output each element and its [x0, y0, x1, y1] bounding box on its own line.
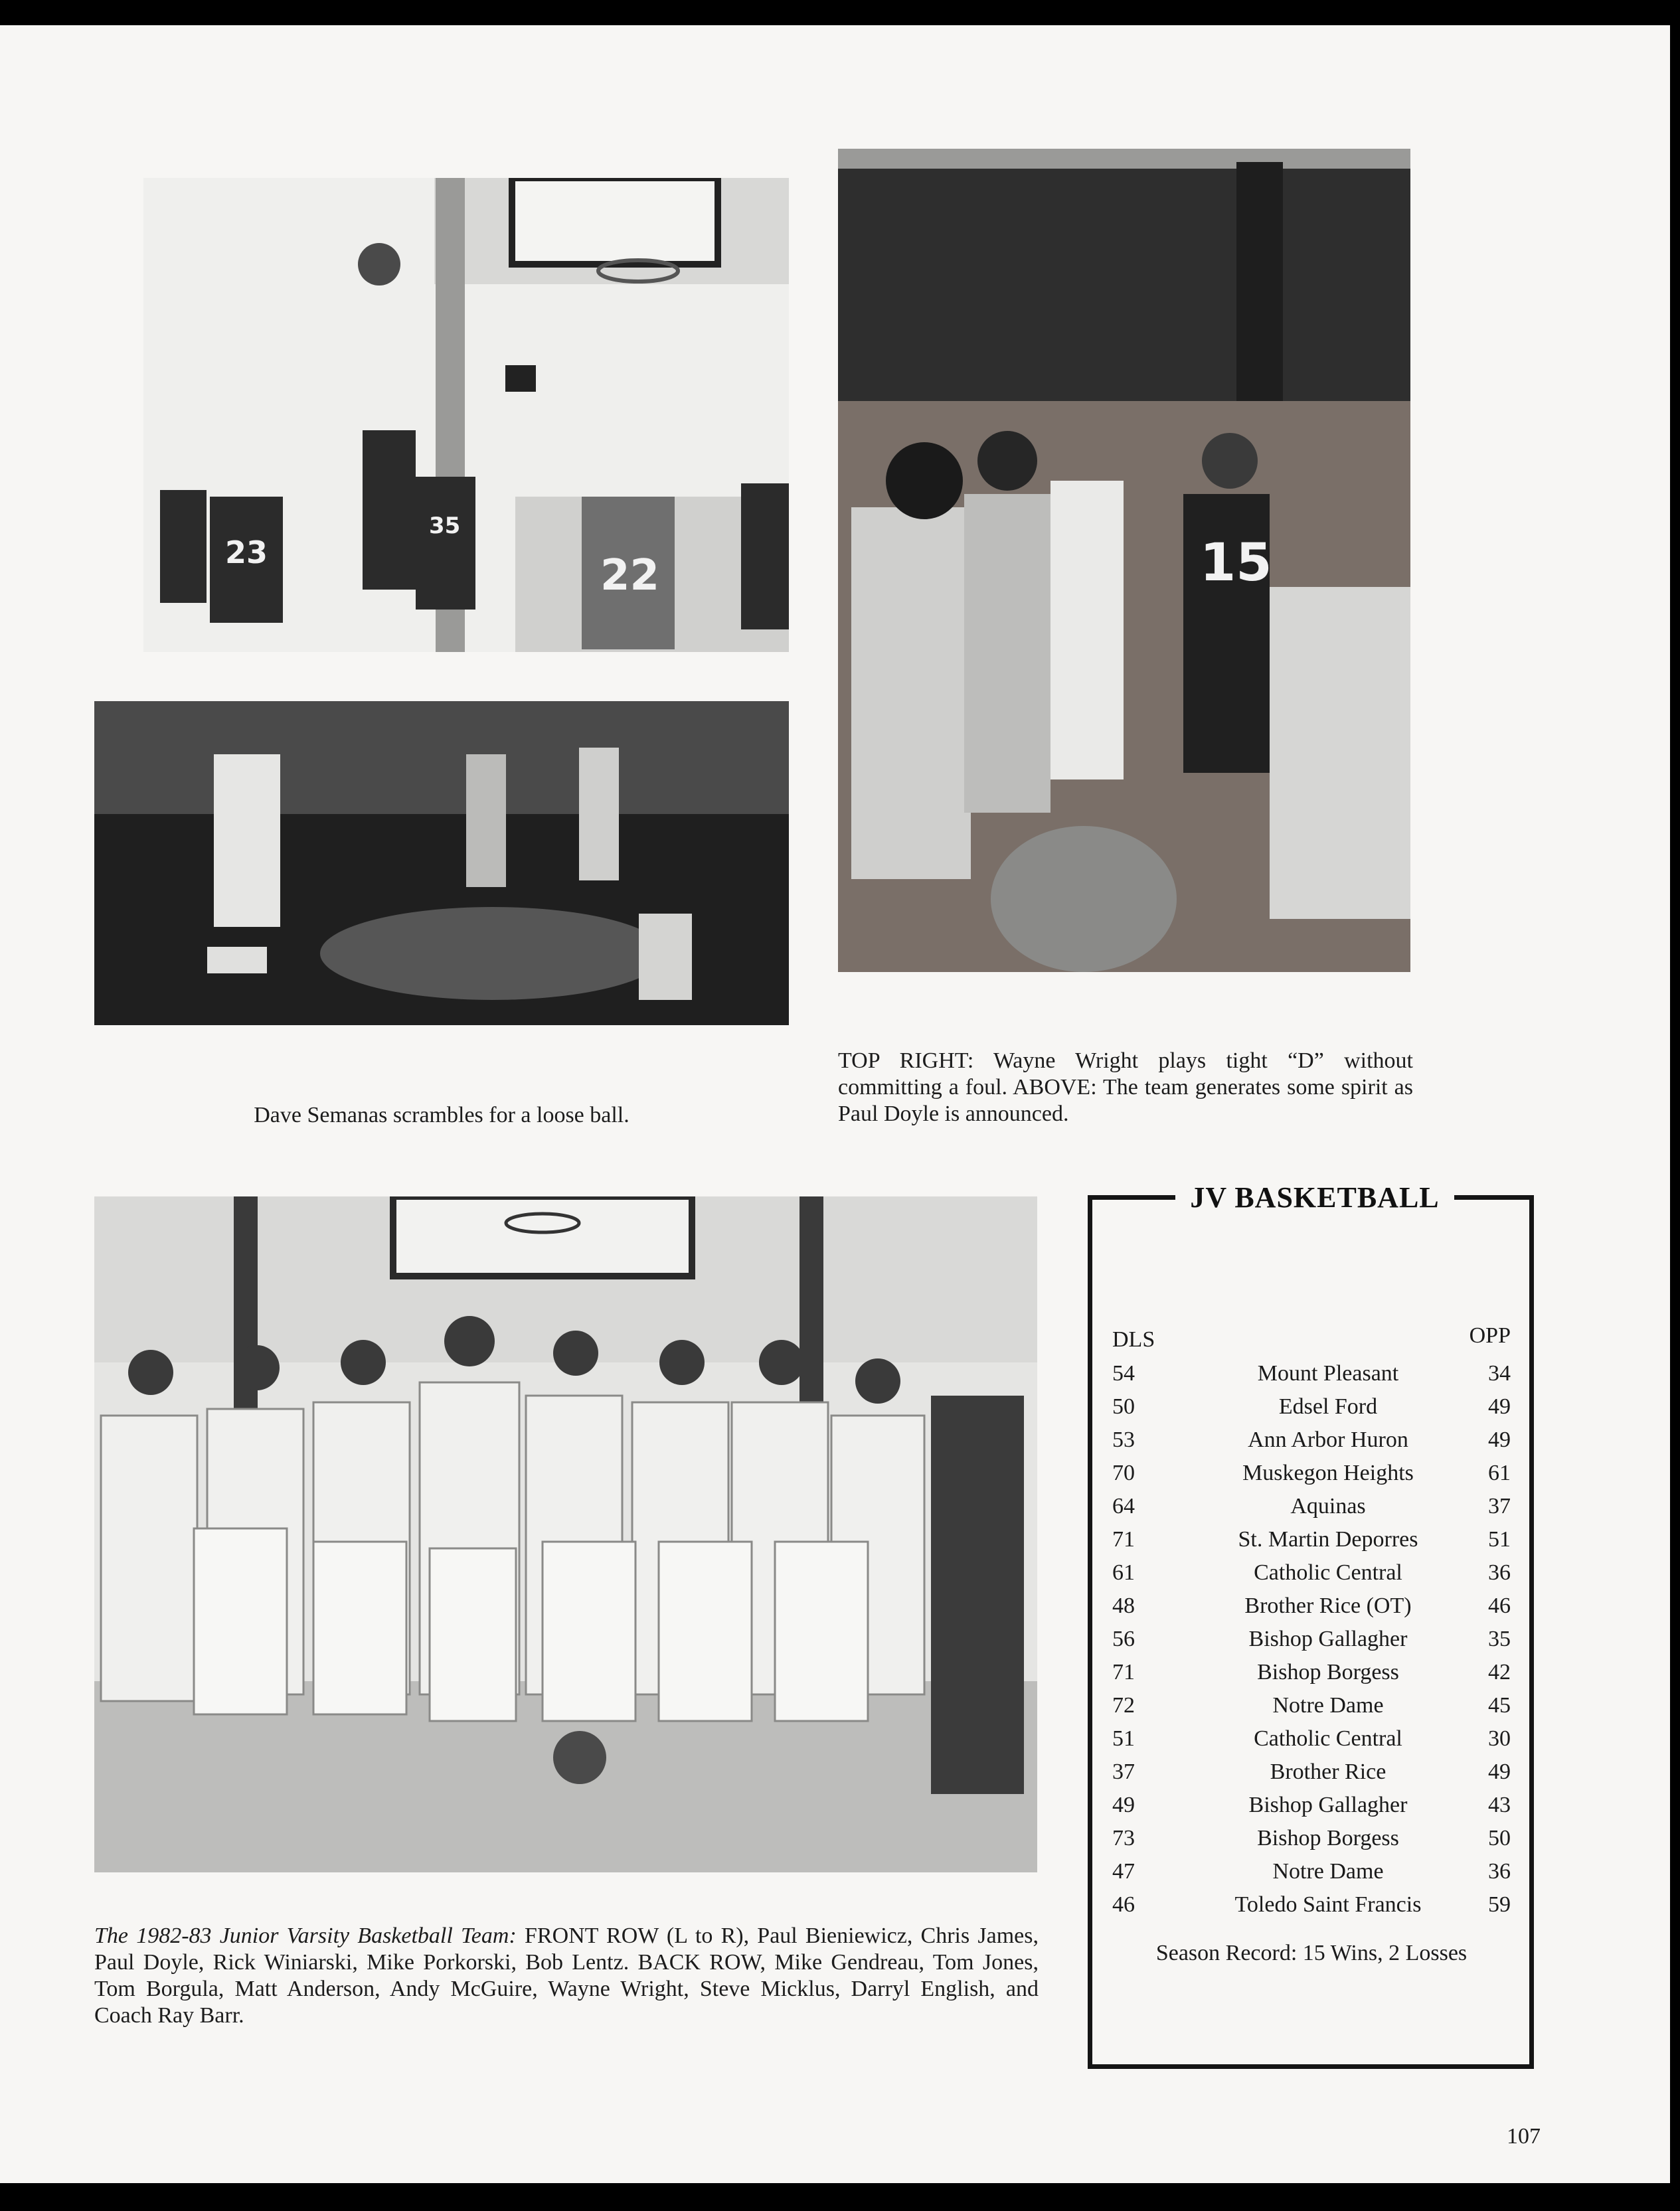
opponent-score: 49	[1488, 1394, 1511, 1419]
dls-score: 54	[1112, 1361, 1135, 1386]
schedule-row	[1112, 1357, 1511, 1390]
caption-team-photo	[94, 1923, 1039, 2029]
opponent-score: 35	[1488, 1627, 1511, 1651]
schedule-row	[1112, 1590, 1511, 1623]
schedule-title: JV BASKETBALL	[1175, 1179, 1454, 1216]
schedule-row	[1112, 1656, 1511, 1689]
caption-team-photo-title: The 1982-83 Junior Varsity Basketball Team:	[94, 1924, 517, 1948]
season-record: Season Record: 15 Wins, 2 Losses	[1155, 1941, 1468, 1965]
opponent-score: 36	[1488, 1560, 1511, 1585]
opponent-name: Notre Dame	[1272, 1859, 1384, 1884]
schedule-row	[1112, 1457, 1511, 1490]
dls-score: 53	[1112, 1428, 1135, 1452]
schedule-row	[1112, 1722, 1511, 1756]
caption-team-photo-text: FRONT ROW (L to R), Paul Bieniewicz, Chris James, Paul Doyle, Rick Winiarski, Mike Porkorski, Bob Lentz. BACK ROW, Mike Gendreau, Tom Jones, Tom Borgula, Matt Anderson, Andy McGuire, Wayne Wright, Steve Micklus, Darryl English, and Coach Ray Barr.	[94, 1924, 1039, 2028]
caption-loose-ball	[94, 1102, 789, 1129]
opponent-score: 36	[1488, 1859, 1511, 1884]
opponent-score: 49	[1488, 1428, 1511, 1452]
dls-score: 71	[1112, 1527, 1135, 1552]
schedule-row	[1112, 1424, 1511, 1457]
opponent-name: Bishop Borgess	[1257, 1660, 1399, 1684]
caption-loose-ball-text: Dave Semanas scrambles for a loose ball.	[254, 1103, 630, 1127]
opponent-name: Toledo Saint Francis	[1234, 1892, 1422, 1917]
opponent-score: 43	[1488, 1793, 1511, 1817]
dls-score: 73	[1112, 1826, 1135, 1850]
photo-jump-shot	[143, 178, 789, 652]
schedule-row	[1112, 1523, 1511, 1556]
opponent-score: 34	[1488, 1361, 1511, 1386]
opponent-name: Bishop Gallagher	[1248, 1627, 1408, 1651]
opponent-name: Muskegon Heights	[1242, 1461, 1414, 1485]
photo-jv-team	[94, 1196, 1037, 1872]
schedule-col-opp: OPP	[1469, 1323, 1511, 1348]
schedule-row	[1112, 1689, 1511, 1722]
photo-team-spirit	[838, 149, 1410, 972]
opponent-score: 46	[1488, 1594, 1511, 1618]
schedule-row	[1112, 1855, 1511, 1888]
opponent-name: Edsel Ford	[1278, 1394, 1378, 1419]
dls-score: 49	[1112, 1793, 1135, 1817]
dls-score: 48	[1112, 1594, 1135, 1618]
schedule-row	[1112, 1623, 1511, 1656]
dls-score: 71	[1112, 1660, 1135, 1684]
opponent-name: Mount Pleasant	[1257, 1361, 1399, 1386]
dls-score: 46	[1112, 1892, 1135, 1917]
schedule-row	[1112, 1822, 1511, 1855]
schedule-row	[1112, 1390, 1511, 1424]
opponent-score: 49	[1488, 1760, 1511, 1784]
dls-score: 70	[1112, 1461, 1135, 1485]
jersey-number-22: 22	[600, 551, 660, 600]
opponent-name: Aquinas	[1290, 1494, 1366, 1518]
dls-score: 50	[1112, 1394, 1135, 1419]
opponent-name: Notre Dame	[1272, 1693, 1384, 1718]
page-number: 107	[1507, 2124, 1541, 2149]
schedule-row	[1112, 1789, 1511, 1822]
opponent-score: 30	[1488, 1726, 1511, 1751]
dls-score: 37	[1112, 1760, 1135, 1784]
schedule-col-dls: DLS	[1112, 1327, 1155, 1352]
opponent-score: 50	[1488, 1826, 1511, 1850]
opponent-score: 37	[1488, 1494, 1511, 1518]
dls-score: 47	[1112, 1859, 1135, 1884]
opponent-score: 45	[1488, 1693, 1511, 1718]
schedule-row	[1112, 1556, 1511, 1590]
opponent-name: Bishop Borgess	[1257, 1826, 1399, 1850]
opponent-name: Brother Rice	[1270, 1760, 1386, 1784]
caption-top-right-text: TOP RIGHT: Wayne Wright plays tight “D” without committing a foul. ABOVE: The team generates some spirit as Paul Doyle is announced.	[838, 1048, 1413, 1126]
jersey-number-15: 15	[1200, 533, 1272, 593]
opponent-name: Brother Rice (OT)	[1244, 1594, 1412, 1618]
opponent-score: 61	[1488, 1461, 1511, 1485]
dls-score: 61	[1112, 1560, 1135, 1585]
yearbook-page	[0, 25, 1670, 2183]
opponent-score: 51	[1488, 1527, 1511, 1552]
opponent-name: St. Martin Deporres	[1238, 1527, 1418, 1552]
jersey-number-35: 35	[429, 513, 461, 539]
schedule-row	[1112, 1756, 1511, 1789]
opponent-score: 42	[1488, 1660, 1511, 1684]
opponent-name: Ann Arbor Huron	[1248, 1428, 1408, 1452]
dls-score: 56	[1112, 1627, 1135, 1651]
opponent-name: Catholic Central	[1254, 1560, 1402, 1585]
opponent-name: Catholic Central	[1254, 1726, 1402, 1751]
dls-score: 72	[1112, 1693, 1135, 1718]
schedule-row	[1112, 1888, 1511, 1922]
caption-top-right	[838, 1048, 1413, 1127]
schedule-row	[1112, 1490, 1511, 1523]
dls-score: 51	[1112, 1726, 1135, 1751]
photo-loose-ball	[94, 701, 789, 1025]
dls-score: 64	[1112, 1494, 1135, 1518]
jersey-number-23: 23	[225, 534, 268, 570]
opponent-score: 59	[1488, 1892, 1511, 1917]
opponent-name: Bishop Gallagher	[1248, 1793, 1408, 1817]
